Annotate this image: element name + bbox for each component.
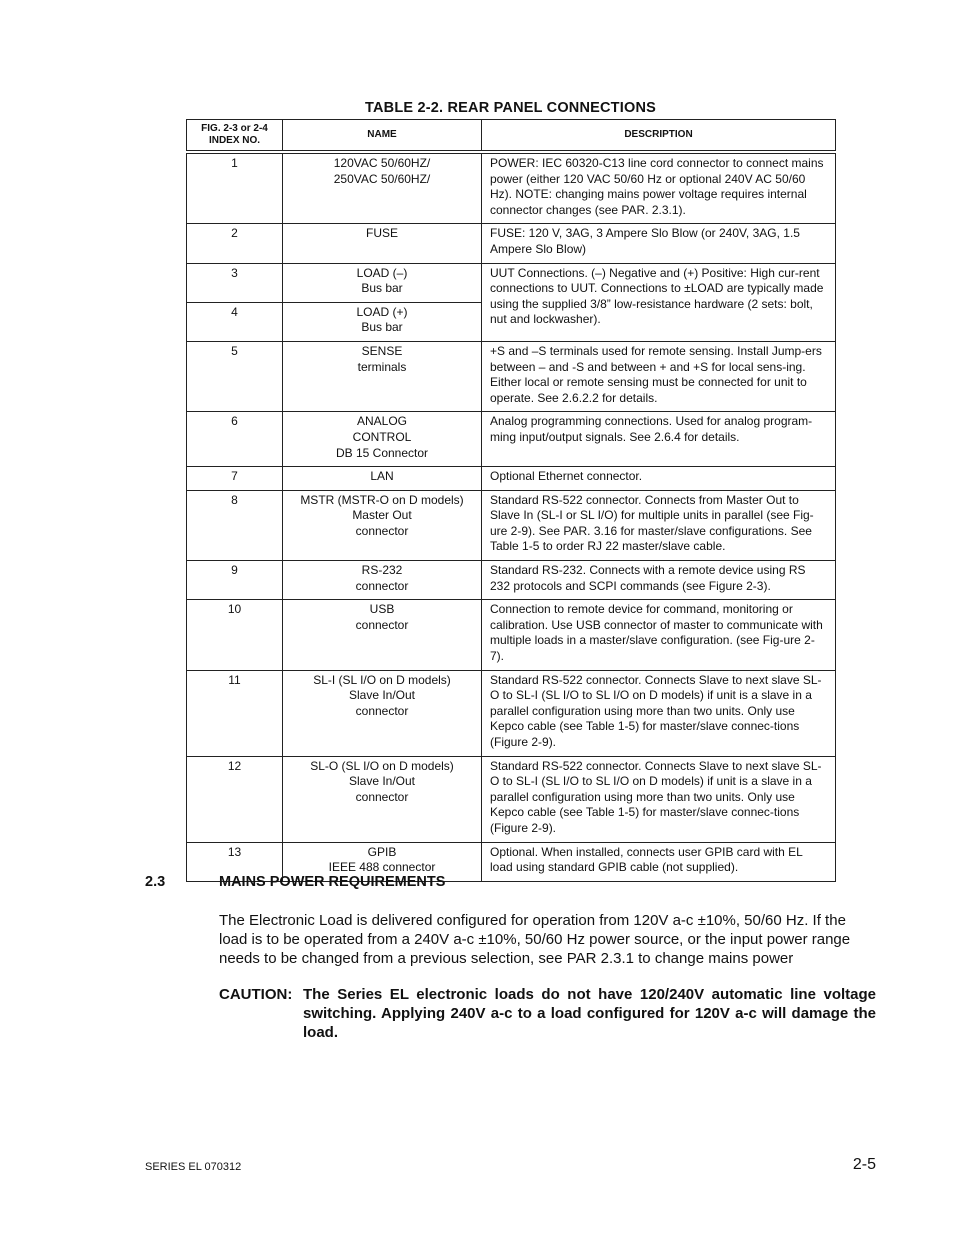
table-row xyxy=(187,561,836,600)
table-row xyxy=(187,670,836,756)
rear-panel-connections-table xyxy=(186,119,836,882)
row-name: RS-232 connector xyxy=(283,561,482,600)
row-index-no: 13 xyxy=(187,842,283,881)
row-index-no: 6 xyxy=(187,412,283,467)
header-index-no: FIG. 2-3 or 2-4 INDEX NO. xyxy=(187,120,283,153)
row-name: SL-O (SL I/O on D models) Slave In/Out connector xyxy=(283,756,482,842)
header-description: DESCRIPTION xyxy=(482,120,836,153)
section-number: 2.3 xyxy=(145,874,166,890)
row-name: SL-I (SL I/O on D models) Slave In/Out connector xyxy=(283,670,482,756)
row-description: Standard RS-522 connector. Connects Slave to next slave SL-O to SL-I (SL I/O to SL I/O on D models) if unit is a slave in a parallel configuration using more than two units. Only use Kepco cable (see Table 1-5) for master/slave connec-tions (Figure 2-9). xyxy=(482,756,836,842)
row-index-no: 8 xyxy=(187,490,283,560)
table-row xyxy=(187,224,836,263)
row-name: MSTR (MSTR-O on D models) Master Out connector xyxy=(283,490,482,560)
table-row xyxy=(187,341,836,411)
row-index-no: 9 xyxy=(187,561,283,600)
row-description: FUSE: 120 V, 3AG, 3 Ampere Slo Blow (or 240V, 3AG, 1.5 Ampere Slo Blow) xyxy=(482,224,836,263)
caution-label: CAUTION: xyxy=(219,986,293,1003)
table-row xyxy=(187,412,836,467)
row-description: Standard RS-522 connector. Connects from Master Out to Slave In (SL-I or SL I/O) for multiple units in parallel (see Fig-ure 2-9). See PAR. 3.16 for master/slave configurations. See Table 1-5 to order RJ 22 master/slave cable. xyxy=(482,490,836,560)
row-description: Standard RS-232. Connects with a remote device using RS 232 protocols and SCPI commands (see Figure 2-3). xyxy=(482,561,836,600)
row-name: ANALOG CONTROL DB 15 Connector xyxy=(283,412,482,467)
table-row xyxy=(187,756,836,842)
row-name: USB connector xyxy=(283,600,482,670)
section-title: MAINS POWER REQUIREMENTS xyxy=(219,874,446,890)
header-name: NAME xyxy=(283,120,482,153)
row-index-no: 7 xyxy=(187,467,283,491)
section-paragraph: The Electronic Load is delivered configured for operation from 120V a-c ±10%, 50/60 Hz. If the load is to be operated from a 240V a-c ±10%, 50/60 Hz power source, or the input power range needs to be changed from a previous selection, see PAR 2.3.1 to change mains power xyxy=(219,912,851,967)
table-row xyxy=(187,263,836,302)
row-description: +S and –S terminals used for remote sensing. Install Jump-ers between – and -S and between + and +S for local sens-ing. Either local or remote sensing must be connected for unit to operate. See 2.6.2.2 for details. xyxy=(482,341,836,411)
table-row xyxy=(187,152,836,224)
row-index-no: 5 xyxy=(187,341,283,411)
row-description: POWER: IEC 60320-C13 line cord connector to connect mains power (either 120 VAC 50/60 Hz or optional 240V AC 50/60 Hz). NOTE: changing mains power voltage requires internal connector changes (see PAR. 2.3.1). xyxy=(482,152,836,224)
table-title: TABLE 2-2. REAR PANEL CONNECTIONS xyxy=(365,100,656,116)
row-description: Standard RS-522 connector. Connects Slave to next slave SL-O to SL-I (SL I/O to SL I/O on D models) if unit is a slave in a parallel configuration using more than two units. Only use Kepco cable (see Table 1-5) for master/slave connec-tions (Figure 2-9). xyxy=(482,670,836,756)
table-header-row xyxy=(187,120,836,153)
row-index-no: 3 xyxy=(187,263,283,302)
caution-text: The Series EL electronic loads do not have 120/240V automatic line voltage switching. Applying 240V a-c to a load configured for 120V a-c will damage the load. xyxy=(303,986,876,1041)
row-name: GPIB IEEE 488 connector xyxy=(283,842,482,881)
table-row xyxy=(187,490,836,560)
row-name: 120VAC 50/60HZ/ 250VAC 50/60HZ/ xyxy=(283,152,482,224)
row-description: Analog programming connections. Used for analog program-ming input/output signals. See 2.6.4 for details. xyxy=(482,412,836,467)
row-index-no: 2 xyxy=(187,224,283,263)
row-index-no: 11 xyxy=(187,670,283,756)
row-name: LOAD (–) Bus bar xyxy=(283,263,482,302)
table-row xyxy=(187,600,836,670)
footer-document-id: SERIES EL 070312 xyxy=(145,1161,242,1173)
row-index-no: 10 xyxy=(187,600,283,670)
row-description: UUT Connections. (–) Negative and (+) Positive: High cur-rent connections to UUT. Connections to ±LOAD are typically made using the supplied 3/8” low-resistance hardware (2 sets: bolt, nut and lockwasher). xyxy=(482,263,836,341)
row-description: Connection to remote device for command, monitoring or calibration. Use USB connector of master to communicate with multiple loads in a master/slave configuration. (see Fig-ure 2-7). xyxy=(482,600,836,670)
row-index-no: 12 xyxy=(187,756,283,842)
row-description: Optional. When installed, connects user GPIB card with EL load using standard GPIB cable (not supplied). xyxy=(482,842,836,881)
page-number: 2-5 xyxy=(852,1156,876,1173)
table-row xyxy=(187,467,836,491)
row-name: FUSE xyxy=(283,224,482,263)
row-index-no: 4 xyxy=(187,302,283,341)
row-name: LOAD (+) Bus bar xyxy=(283,302,482,341)
row-name: SENSE terminals xyxy=(283,341,482,411)
row-description: Optional Ethernet connector. xyxy=(482,467,836,491)
row-index-no: 1 xyxy=(187,152,283,224)
row-name: LAN xyxy=(283,467,482,491)
